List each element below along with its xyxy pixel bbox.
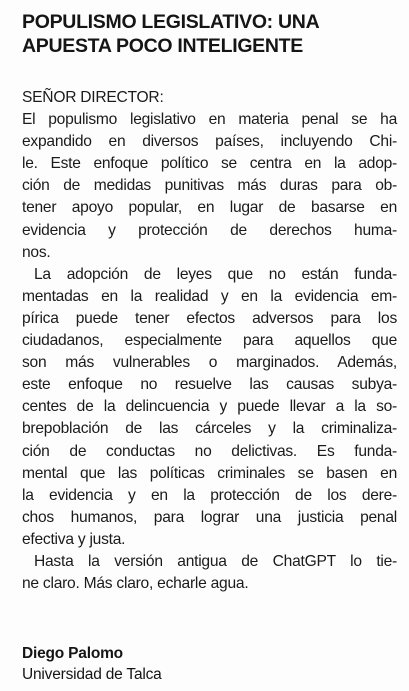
headline-line: APUESTA POCO INTELIGENTE: [22, 35, 303, 57]
body-line: le. Este enfoque político se centra en la adop-: [22, 155, 397, 173]
author-affiliation: Universidad de Talca: [22, 666, 162, 683]
body-line: efectiva y justa.: [22, 530, 126, 548]
author-name: Diego Palomo: [22, 645, 123, 662]
body-line: brepoblación de las cárceles y la criminaliza-: [22, 420, 397, 438]
body-line: Hasta la versión antigua de ChatGPT lo tie-: [34, 552, 397, 570]
body-line: centes de la delincuencia y puede llevar a la so-: [22, 398, 397, 416]
body-line: nos.: [22, 243, 51, 261]
body-line: pírica puede tener efectos adversos para los: [22, 309, 397, 327]
body-line: ción de conductas no delictivas. Es funda-: [22, 442, 397, 460]
body-line: expandido en diversos países, incluyendo Chi-: [22, 133, 397, 151]
body-line: chos humanos, para lograr una justicia penal: [22, 508, 397, 526]
body-line: la evidencia y en la protección de los dere-: [22, 486, 397, 504]
body-line: mental que las políticas criminales se basen en: [22, 464, 397, 482]
letter-body: [22, 87, 397, 595]
body-line: ción de medidas punitivas más duras para ob-: [22, 177, 397, 195]
body-line: El populismo legislativo en materia penal se ha: [22, 111, 397, 129]
letter-headline: [22, 10, 394, 58]
body-line: este enfoque no resuelve las causas subya-: [22, 376, 397, 394]
body-line: son más vulnerables o marginados. Además,: [22, 354, 397, 372]
body-line: mentadas en la realidad y en la evidencia em-: [22, 287, 397, 305]
body-line: La adopción de leyes que no están funda-: [34, 265, 397, 283]
body-line: evidencia y protección de derechos huma-: [22, 221, 397, 239]
body-line: ne claro. Más claro, echarle agua.: [22, 575, 249, 593]
salutation: SEÑOR DIRECTOR:: [22, 89, 164, 106]
signature-block: [22, 644, 382, 685]
body-line: ciudadanos, especialmente para aquellos que: [22, 332, 397, 350]
body-line: tener apoyo popular, en lugar de basarse en: [22, 199, 397, 217]
headline-line: POPULISMO LEGISLATIVO: UNA: [22, 11, 320, 33]
